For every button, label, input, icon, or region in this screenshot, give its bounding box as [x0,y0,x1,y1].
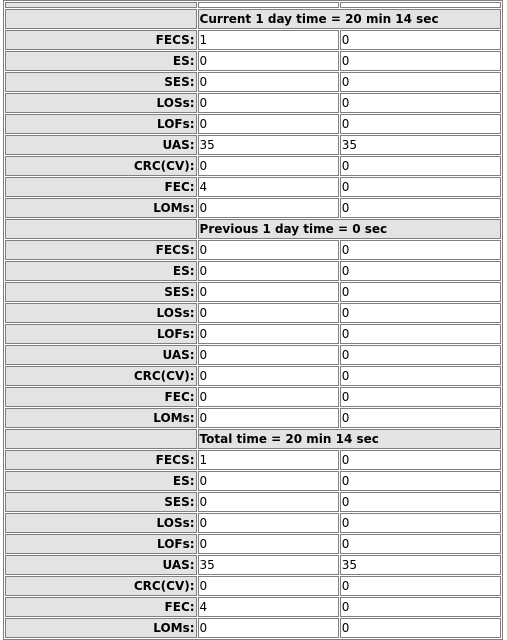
blank-cell [5,429,197,449]
value-cell-1: 0 [198,513,339,533]
value-cell-1: 0 [198,345,339,365]
row-label: LOSs: [5,513,197,533]
value-cell-1: 35 [198,135,339,155]
value-cell-1: 0 [198,618,339,638]
table-row [5,387,501,407]
row-label: FEC: [5,597,197,617]
value-cell-1: 0 [198,282,339,302]
value-cell-1: 0 [198,303,339,323]
row-label: LOMs: [5,618,197,638]
table-row [5,576,501,596]
table-row [5,303,501,323]
row-label: SES: [5,282,197,302]
section-title: Previous 1 day time = 0 sec [198,219,501,239]
value-cell-1: 0 [198,93,339,113]
value-cell-1: 0 [198,408,339,428]
table-row [5,366,501,386]
value-cell-2: 0 [340,240,501,260]
row-label: FECS: [5,240,197,260]
value-cell-2: 0 [340,261,501,281]
value-cell-2: 35 [340,555,501,575]
row-label: LOSs: [5,303,197,323]
value-cell-2: 0 [340,618,501,638]
value-cell-1: 0 [198,387,339,407]
table-row [5,198,501,218]
section-title: Total time = 20 min 14 sec [198,429,501,449]
value-cell-2: 0 [340,198,501,218]
value-cell-2: 0 [340,345,501,365]
row-label: UAS: [5,345,197,365]
value-cell-2: 0 [340,408,501,428]
value-cell-1: 0 [198,240,339,260]
blank-cell [5,9,197,29]
value-cell-1: 0 [198,492,339,512]
table-row [5,135,501,155]
table-row [5,261,501,281]
value-cell-1: 0 [198,156,339,176]
value-cell-2: 0 [340,30,501,50]
value-cell-1: 0 [198,471,339,491]
table-row [5,72,501,92]
line-statistics-table [3,0,503,640]
table-top-row [5,2,501,8]
blank-cell [5,219,197,239]
row-label: ES: [5,471,197,491]
value-cell-1: 1 [198,30,339,50]
row-label: LOFs: [5,324,197,344]
value-cell-1: 4 [198,597,339,617]
table-row [5,240,501,260]
row-label: UAS: [5,135,197,155]
table-row [5,534,501,554]
row-label: SES: [5,72,197,92]
section-header-row [5,219,501,239]
value-cell-1: 0 [198,366,339,386]
row-label: FECS: [5,450,197,470]
table-row [5,492,501,512]
value-cell-2: 0 [340,492,501,512]
value-cell-2: 0 [340,597,501,617]
stats-table-container [3,0,503,640]
table-row [5,114,501,134]
row-label: CRC(CV): [5,576,197,596]
row-label: UAS: [5,555,197,575]
table-row [5,93,501,113]
table-row [5,513,501,533]
value-cell-1: 0 [198,261,339,281]
value-cell-2: 0 [340,513,501,533]
blank-cell [340,2,501,8]
value-cell-2: 0 [340,72,501,92]
row-label: LOFs: [5,534,197,554]
value-cell-2: 0 [340,387,501,407]
table-row [5,282,501,302]
value-cell-2: 0 [340,534,501,554]
value-cell-2: 0 [340,156,501,176]
row-label: ES: [5,261,197,281]
table-row [5,408,501,428]
row-label: FEC: [5,387,197,407]
section-header-row [5,429,501,449]
blank-cell [198,2,339,8]
row-label: CRC(CV): [5,156,197,176]
value-cell-2: 0 [340,576,501,596]
value-cell-2: 0 [340,324,501,344]
table-row [5,555,501,575]
table-row [5,177,501,197]
value-cell-2: 0 [340,177,501,197]
value-cell-2: 0 [340,114,501,134]
value-cell-1: 0 [198,114,339,134]
row-label: LOSs: [5,93,197,113]
value-cell-1: 4 [198,177,339,197]
row-label: LOMs: [5,408,197,428]
value-cell-1: 35 [198,555,339,575]
table-row [5,30,501,50]
table-row [5,471,501,491]
value-cell-2: 0 [340,282,501,302]
table-row [5,597,501,617]
value-cell-1: 0 [198,198,339,218]
table-row [5,345,501,365]
table-row [5,618,501,638]
table-row [5,450,501,470]
table-row [5,51,501,71]
value-cell-1: 0 [198,72,339,92]
row-label: LOFs: [5,114,197,134]
table-row [5,324,501,344]
value-cell-1: 1 [198,450,339,470]
row-label: FEC: [5,177,197,197]
value-cell-2: 0 [340,366,501,386]
value-cell-2: 0 [340,450,501,470]
value-cell-2: 0 [340,303,501,323]
value-cell-2: 0 [340,471,501,491]
section-title: Current 1 day time = 20 min 14 sec [198,9,501,29]
table-row [5,156,501,176]
value-cell-2: 0 [340,93,501,113]
row-label: FECS: [5,30,197,50]
row-label: ES: [5,51,197,71]
value-cell-1: 0 [198,534,339,554]
value-cell-1: 0 [198,576,339,596]
value-cell-2: 35 [340,135,501,155]
row-label: LOMs: [5,198,197,218]
blank-cell [5,2,197,8]
row-label: SES: [5,492,197,512]
section-header-row [5,9,501,29]
value-cell-1: 0 [198,324,339,344]
value-cell-2: 0 [340,51,501,71]
row-label: CRC(CV): [5,366,197,386]
value-cell-1: 0 [198,51,339,71]
